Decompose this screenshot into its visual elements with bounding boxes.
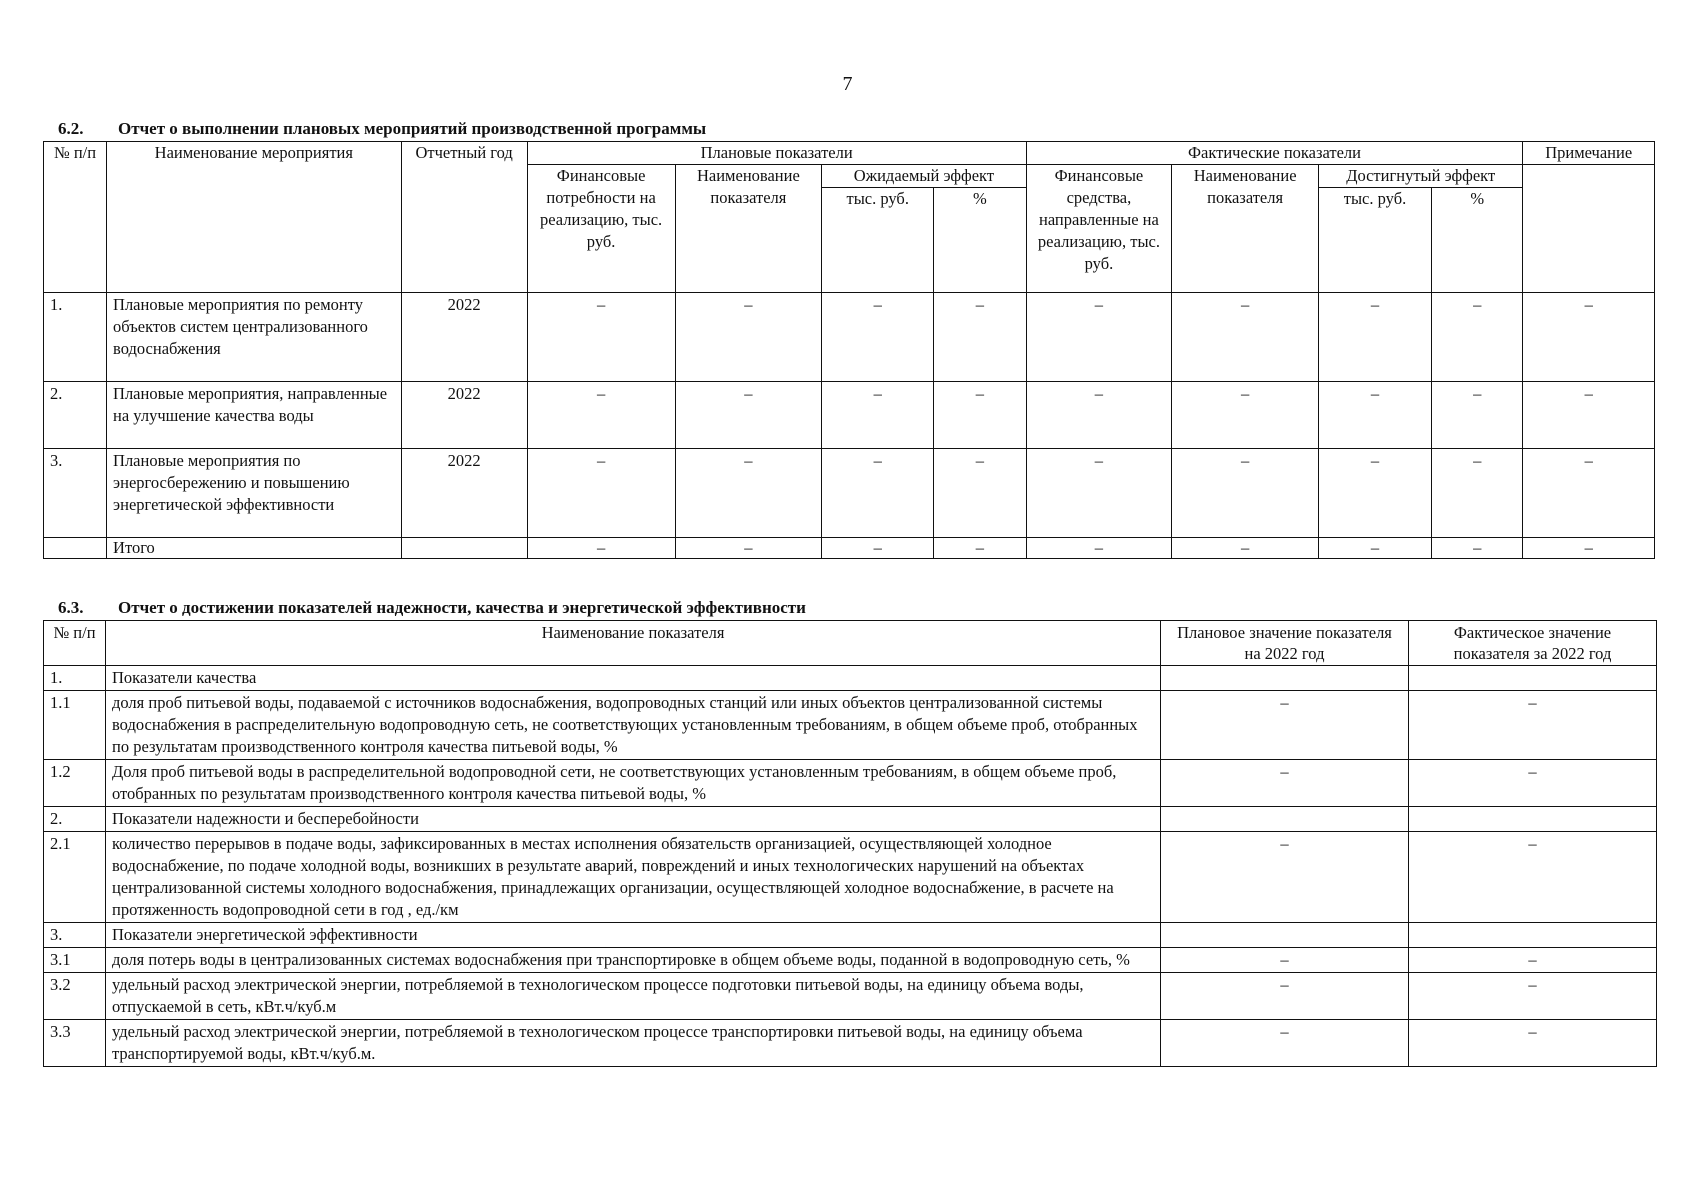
header-event-name: Наименование мероприятия — [107, 142, 402, 293]
row-cell: – — [822, 449, 934, 538]
row-number: 2. — [44, 807, 106, 832]
table-row — [44, 1020, 1657, 1067]
total-cell: – — [1318, 538, 1431, 559]
row-name: Плановые мероприятия по энергосбережению и повышению энергетической эффективности — [107, 449, 402, 538]
table-row — [44, 293, 1655, 382]
row-fact: – — [1409, 948, 1657, 973]
header-plan-rub: тыс. руб. — [822, 188, 934, 293]
total-cell: – — [527, 538, 675, 559]
row-cell: – — [1523, 449, 1655, 538]
section-title-6-2 — [58, 119, 706, 139]
total-cell: – — [1172, 538, 1319, 559]
row-cell: – — [934, 449, 1026, 538]
header-plan-value: Плановое значение показателя на 2022 год — [1161, 621, 1409, 666]
row-number: 3.1 — [44, 948, 106, 973]
row-year: 2022 — [401, 449, 527, 538]
header-fact-rub: тыс. руб. — [1318, 188, 1431, 293]
header-achieved-effect: Достигнутый эффект — [1318, 165, 1522, 188]
table-row — [44, 807, 1657, 832]
row-cell: – — [1318, 293, 1431, 382]
table-row — [44, 832, 1657, 923]
table-row — [44, 691, 1657, 760]
total-cell: – — [822, 538, 934, 559]
row-name: удельный расход электрической энергии, потребляемой в технологическом процессе транспортировки питьевой воды, на единицу объема транспортируемой воды, кВт.ч/куб.м. — [106, 1020, 1161, 1067]
header-planned: Плановые показатели — [527, 142, 1026, 165]
row-cell: – — [1172, 449, 1319, 538]
header-indicator-name: Наименование показателя — [106, 621, 1161, 666]
row-cell: – — [1026, 449, 1172, 538]
row-cell: – — [822, 382, 934, 449]
header-expected-effect: Ожидаемый эффект — [822, 165, 1026, 188]
row-name: Плановые мероприятия, направленные на улучшение качества воды — [107, 382, 402, 449]
row-cell: – — [1432, 449, 1523, 538]
table-row — [44, 760, 1657, 807]
row-plan — [1161, 666, 1409, 691]
row-name: Плановые мероприятия по ремонту объектов систем централизованного водоснабжения — [107, 293, 402, 382]
total-label: Итого — [107, 538, 402, 559]
row-name: удельный расход электрической энергии, потребляемой в технологическом процессе подготовки питьевой воды, на единицу объема воды, отпускаемой в сеть, кВт.ч/куб.м — [106, 973, 1161, 1020]
row-number: 2. — [44, 382, 107, 449]
header-actual: Фактические показатели — [1026, 142, 1523, 165]
row-plan: – — [1161, 760, 1409, 807]
production-program-table — [43, 141, 1655, 559]
header-report-year: Отчетный год — [401, 142, 527, 293]
total-cell: – — [1432, 538, 1523, 559]
row-name: доля потерь воды в централизованных системах водоснабжения при транспортировке в общем объеме воды, поданной в водопроводную сеть, % — [106, 948, 1161, 973]
row-name: Доля проб питьевой воды в распределительной водопроводной сети, не соответствующих установленным требованиям, в общем объеме проб, отобранных по результатам производственного контроля качества питьевой воды, % — [106, 760, 1161, 807]
row-number: 3.2 — [44, 973, 106, 1020]
table-row — [44, 666, 1657, 691]
row-number: 1. — [44, 293, 107, 382]
table-row — [44, 923, 1657, 948]
header-note: Примечание — [1523, 142, 1655, 165]
row-name: Показатели качества — [106, 666, 1161, 691]
header-no: № п/п — [44, 142, 107, 293]
row-plan — [1161, 923, 1409, 948]
row-number: 2.1 — [44, 832, 106, 923]
row-cell: – — [527, 293, 675, 382]
table-row — [44, 973, 1657, 1020]
row-cell: – — [527, 449, 675, 538]
row-cell: – — [1523, 382, 1655, 449]
row-cell: – — [1026, 382, 1172, 449]
section-title-text: Отчет о достижении показателей надежности, качества и энергетической эффективности — [118, 598, 806, 617]
row-plan: – — [1161, 832, 1409, 923]
row-plan: – — [1161, 691, 1409, 760]
row-year: 2022 — [401, 382, 527, 449]
section-number: 6.2. — [58, 119, 84, 138]
header-no: № п/п — [44, 621, 106, 666]
total-number-empty — [44, 538, 107, 559]
table-row — [44, 948, 1657, 973]
row-number: 1. — [44, 666, 106, 691]
row-name: доля проб питьевой воды, подаваемой с источников водоснабжения, водопроводных станций или иных объектов централизованной системы водоснабжения в распределительную водопроводную сеть, не соответствующих установленным требованиям, в общем объеме проб, отобранных по результатам производственного контроля качества питьевой воды, % — [106, 691, 1161, 760]
row-cell: – — [675, 449, 822, 538]
row-name: Показатели надежности и бесперебойности — [106, 807, 1161, 832]
row-fact: – — [1409, 760, 1657, 807]
row-plan — [1161, 807, 1409, 832]
row-fact — [1409, 923, 1657, 948]
row-cell: – — [1318, 449, 1431, 538]
row-cell: – — [1432, 293, 1523, 382]
row-cell: – — [527, 382, 675, 449]
row-year: 2022 — [401, 293, 527, 382]
table-row — [44, 382, 1655, 449]
total-cell: – — [1026, 538, 1172, 559]
row-cell: – — [1318, 382, 1431, 449]
row-cell: – — [1432, 382, 1523, 449]
row-cell: – — [675, 382, 822, 449]
total-year-empty — [401, 538, 527, 559]
row-cell: – — [675, 293, 822, 382]
header-fact-value: Фактическое значение показателя за 2022 год — [1409, 621, 1657, 666]
row-cell: – — [1523, 293, 1655, 382]
row-fact: – — [1409, 832, 1657, 923]
row-cell: – — [934, 382, 1026, 449]
row-number: 1.2 — [44, 760, 106, 807]
indicators-table — [43, 620, 1657, 1067]
section-number: 6.3. — [58, 598, 84, 617]
row-plan: – — [1161, 1020, 1409, 1067]
row-fact: – — [1409, 1020, 1657, 1067]
row-plan: – — [1161, 973, 1409, 1020]
table-row — [44, 449, 1655, 538]
header-plan-financing: Финансовые потребности на реализацию, тыс. руб. — [527, 165, 675, 293]
header-fact-indicator: Наименование показателя — [1172, 165, 1319, 293]
section-title-text: Отчет о выполнении плановых мероприятий производственной программы — [118, 119, 707, 138]
row-number: 3. — [44, 449, 107, 538]
row-name: Показатели энергетической эффективности — [106, 923, 1161, 948]
page-number: 7 — [842, 73, 853, 95]
row-number: 3. — [44, 923, 106, 948]
row-cell: – — [934, 293, 1026, 382]
row-fact — [1409, 807, 1657, 832]
total-cell: – — [1523, 538, 1655, 559]
row-cell: – — [822, 293, 934, 382]
row-cell: – — [1172, 293, 1319, 382]
total-cell: – — [934, 538, 1026, 559]
total-cell: – — [675, 538, 822, 559]
row-name: количество перерывов в подаче воды, зафиксированных в местах исполнения обязательств организацией, осуществляющей холодное водоснабжение, по подаче холодной воды, возникших в результате аварий, повреждений и иных технологических нарушений на объектах централизованной системы холодного водоснабжения, принадлежащих организации, осуществляющей холодное водоснабжение, в расчете на протяженность водопроводной сети в год , ед./км — [106, 832, 1161, 923]
row-number: 3.3 — [44, 1020, 106, 1067]
total-row — [44, 538, 1655, 559]
row-cell: – — [1026, 293, 1172, 382]
header-plan-pct: % — [934, 188, 1026, 293]
row-number: 1.1 — [44, 691, 106, 760]
section-title-6-3 — [58, 598, 806, 618]
row-fact: – — [1409, 973, 1657, 1020]
header-fact-financing: Финансовые средства, направленные на реализацию, тыс. руб. — [1026, 165, 1172, 293]
row-plan: – — [1161, 948, 1409, 973]
header-plan-indicator: Наименование показателя — [675, 165, 822, 293]
header-fact-pct: % — [1432, 188, 1523, 293]
header-note-empty — [1523, 165, 1655, 293]
row-cell: – — [1172, 382, 1319, 449]
row-fact — [1409, 666, 1657, 691]
row-fact: – — [1409, 691, 1657, 760]
